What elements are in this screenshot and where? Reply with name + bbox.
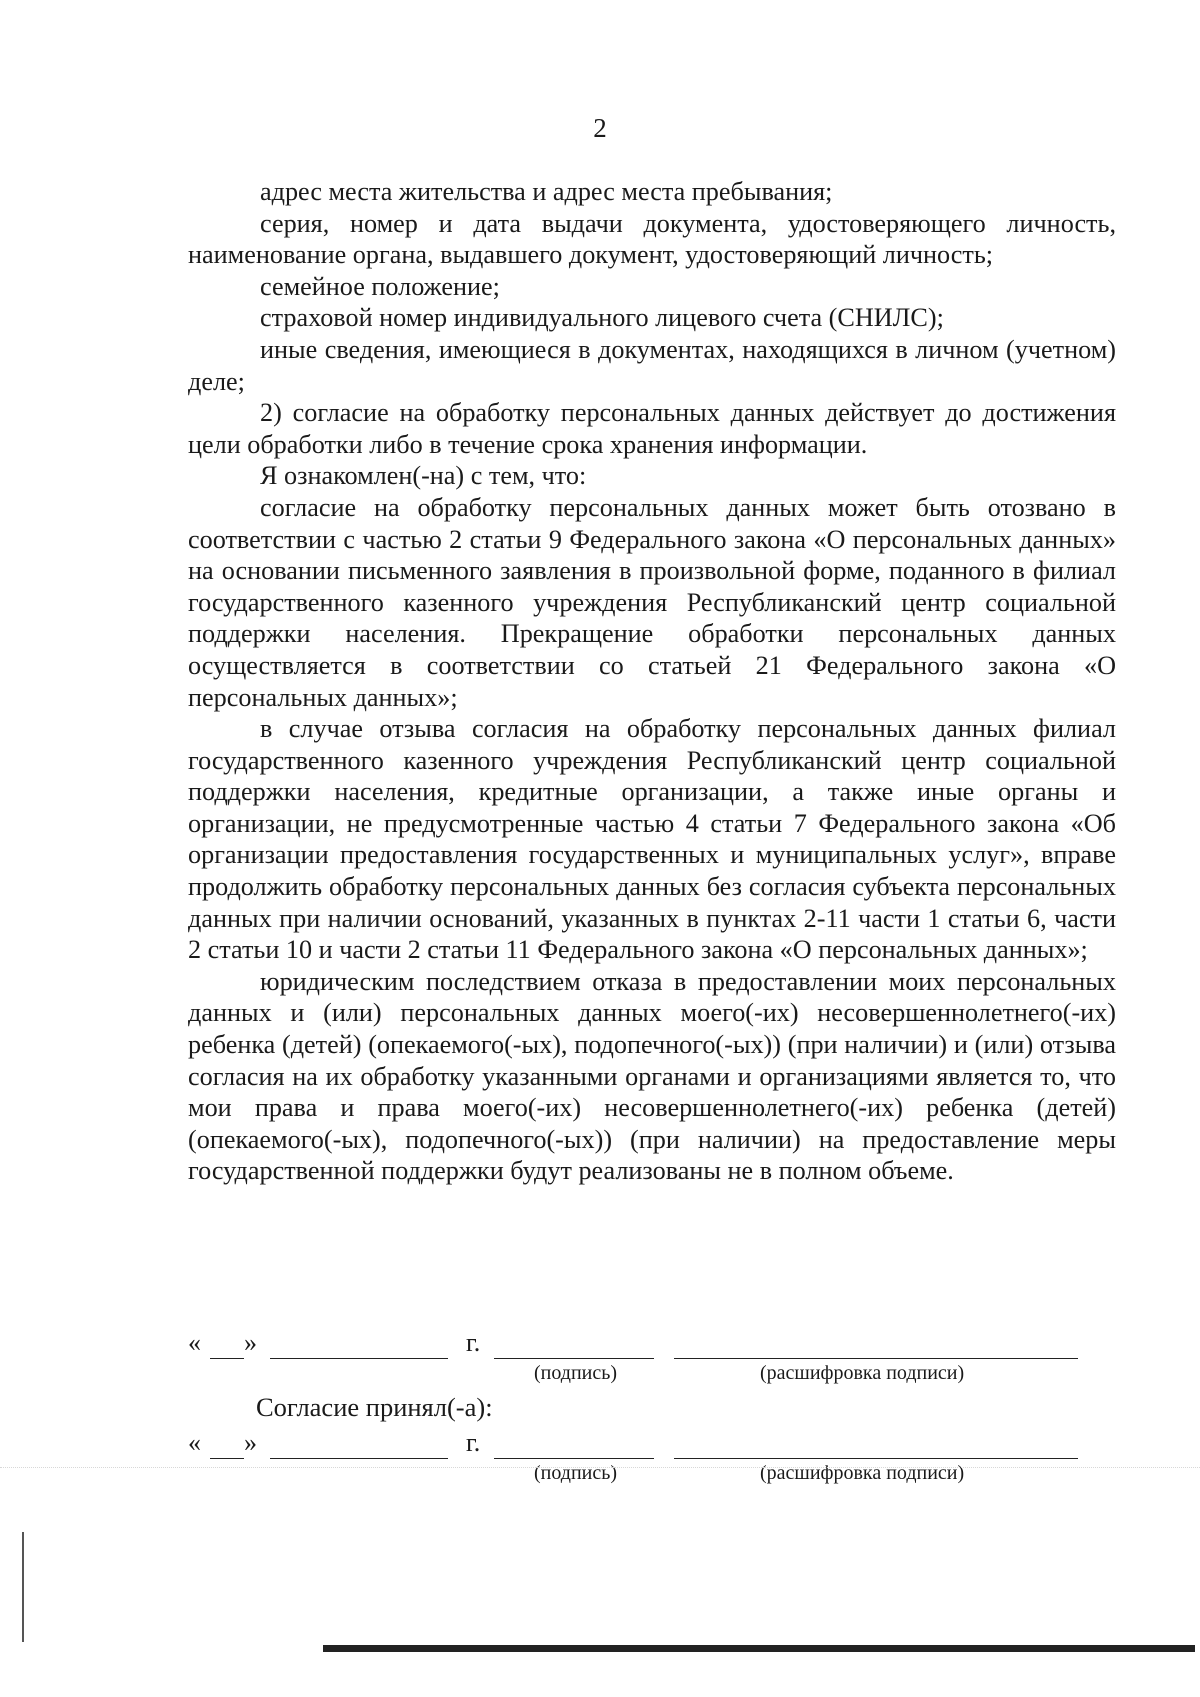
paragraph-address: адрес места жительства и адрес места пребывания; — [260, 177, 833, 206]
scan-artifact-dots — [0, 1467, 1200, 1468]
accepted-row — [188, 1388, 1118, 1428]
scan-artifact-bottom-bar — [323, 1645, 1195, 1652]
caption-signature: (подпись) — [534, 1462, 618, 1484]
signature-blank[interactable] — [494, 1358, 654, 1359]
receiver-signature-row — [188, 1428, 1118, 1462]
year-mark: г. — [466, 1428, 481, 1457]
year-mark: г. — [466, 1328, 481, 1357]
applicant-caption-row — [188, 1362, 1118, 1388]
paragraph-other-info: иные сведения, имеющиеся в документах, находящихся в личном (учетном) деле; — [188, 334, 1116, 396]
quote-open: « — [188, 1328, 201, 1357]
paragraph-acknowledged: Я ознакомлен(-на) с тем, что: — [260, 461, 587, 491]
accepted-label: Согласие принял(-а): — [256, 1392, 493, 1422]
signature-decode-blank[interactable] — [674, 1358, 1078, 1359]
caption-decode: (расшифровка подписи) — [760, 1362, 965, 1384]
scan-artifact-left-line — [22, 1532, 24, 1642]
page-number: 2 — [593, 113, 607, 143]
paragraph-refusal-consequence: юридическим последствием отказа в предоставлении моих персональных данных и (или) персональных данных моего(-их) несовершеннолетнего(-их) ребенка (детей) (опекаемого(-ых), подопечного(-ых)) (при наличии) и (или) отзыва согласия на их обработку указанными органами и организациями является то, что мои права и права моего(-их) несовершеннолетнего(-их) ребенка (детей) (опекаемого(-ых), подопечного(-ых)) (при наличии) на предоставление меры государственной поддержки будут реализованы не в полном объеме. — [188, 966, 1116, 1186]
applicant-signature-row — [188, 1328, 1118, 1362]
day-blank[interactable] — [210, 1458, 244, 1459]
paragraph-withdrawal: согласие на обработку персональных данных может быть отозвано в соответствии с частью 2 статьи 9 Федерального закона «О персональных данных» на основании письменного заявления в произвольной форме, поданного в филиал государственного казенного учреждения Республиканский центр социальной поддержки населения. Прекращение обработки персональных данных осуществляется в соответствии со статьей 21 Федерального закона «О персональных данных»; — [188, 492, 1116, 712]
caption-decode: (расшифровка подписи) — [760, 1462, 965, 1484]
paragraph-withdrawal-consequence: в случае отзыва согласия на обработку персональных данных филиал государственного казенного учреждения Республиканский центр социальной поддержки населения, кредитные организации, а также иные органы и организации, не предусмотренные частью 4 статьи 7 Федерального закона «Об организации предоставления государственных и муниципальных услуг», вправе продолжить обработку персональных данных без согласия субъекта персональных данных при наличии оснований, указанных в пунктах 2-11 части 1 статьи 6, части 2 статьи 10 и части 2 статьи 11 Федерального закона «О персональных данных»; — [188, 714, 1116, 965]
paragraph-snils: страховой номер индивидуального лицевого счета (СНИЛС); — [260, 303, 944, 333]
document-body — [188, 176, 1116, 1187]
paragraph-marital-status: семейное положение; — [260, 271, 500, 301]
paragraph-consent-term: 2) согласие на обработку персональных данных действует до достижения цели обработки либо в течение срока хранения информации. — [188, 398, 1116, 459]
month-blank[interactable] — [270, 1458, 448, 1459]
quote-close: » — [244, 1428, 257, 1457]
signature-block — [188, 1328, 1118, 1488]
quote-close: » — [244, 1328, 257, 1357]
paragraph-identity-document: серия, номер и дата выдачи документа, удостоверяющего личность, наименование органа, выдавшего документ, удостоверяющий личность; — [188, 208, 1116, 270]
receiver-caption-row — [188, 1462, 1118, 1488]
month-blank[interactable] — [270, 1358, 448, 1359]
signature-blank[interactable] — [494, 1458, 654, 1459]
day-blank[interactable] — [210, 1358, 244, 1359]
quote-open: « — [188, 1428, 201, 1457]
signature-decode-blank[interactable] — [674, 1458, 1078, 1459]
caption-signature: (подпись) — [534, 1362, 618, 1384]
